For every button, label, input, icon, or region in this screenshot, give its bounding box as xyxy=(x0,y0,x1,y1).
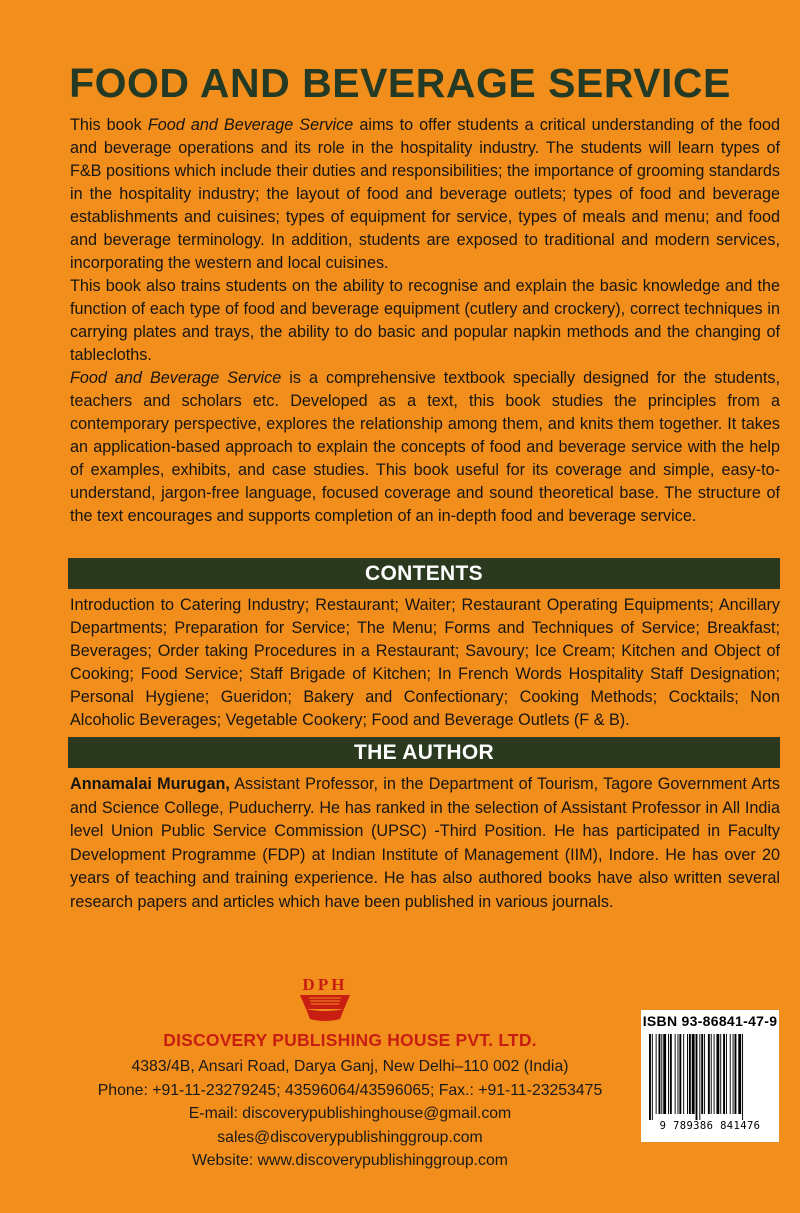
book-title-italic-2: Food and Beverage Service xyxy=(70,369,282,387)
para1-body: aims to offer students a critical understanding of the food and beverage operations and its role in the hospitality industry. The students will learn types of F&B positions which include their duties and responsibilities; the importance of grooming standards in the hospitality industry; the layout of food and beverage outlets; types of food and beverage establishments and cuisines; types of equipment for service, types of meals and menu; and food and beverage terminology. In addition, students are exposed to traditional and modern services, incorporating the western and local cuisines. xyxy=(70,116,780,272)
barcode-bar xyxy=(730,1034,731,1114)
barcode-bar xyxy=(689,1034,691,1114)
contents-text: Introduction to Catering Industry; Restaurant; Waiter; Restaurant Operating Equipments; Ancillary Departments; Preparation for Service; The Menu; Forms and Techniques of Service; Breakfast; Beverages; Order taking Procedures in a Restaurant; Savoury; Ice Cream; Kitchen and Object of Cooking; Food Service; Staff Brigade of Kitchen; In French Words Hospitality Staff Designation; Personal Hygiene; Gueridon; Bakery and Confectionary; Cooking Methods; Cocktails; Non Alcoholic Beverages; Vegetable Cookery; Food and Beverage Outlets (F & B). xyxy=(70,596,780,729)
barcode-bar xyxy=(726,1034,727,1114)
author-heading: THE AUTHOR xyxy=(68,737,780,768)
publisher-name: DISCOVERY PUBLISHING HOUSE PVT. LTD. xyxy=(163,1030,537,1050)
barcode-bar xyxy=(659,1034,661,1114)
barcode-bar xyxy=(708,1034,710,1114)
logo-book-icon xyxy=(300,995,350,1009)
author-bio-text: Assistant Professor, in the Department of Tourism, Tagore Government Arts and Science College, Puducherry. He has ranked in the selection of Assistant Professor in All India level Union Public Service Commission (UPSC) -Third Position. He has participated in Faculty Development Programme (FDP) at Indian Institute of Management (IIM), Indore. He has over 20 years of teaching and training experience. He has also authored books have also written several research papers and articles which have been published in various journals. xyxy=(70,775,780,911)
isbn-label: ISBN 93-86841-47-9 xyxy=(642,1013,778,1029)
book-title: FOOD AND BEVERAGE SERVICE xyxy=(69,60,731,106)
barcode-bar xyxy=(649,1034,651,1120)
barcode-bar xyxy=(742,1034,743,1120)
para1-prefix: This book xyxy=(70,116,148,134)
publisher-address: 4383/4B, Ansari Road, Darya Ganj, New Delhi–110 002 (India) xyxy=(131,1058,569,1075)
barcode-bar xyxy=(663,1034,666,1114)
publisher-phone: Phone: +91-11-23279245; 43596064/43596065; Fax.: +91-11-23253475 xyxy=(97,1081,603,1099)
barcode-panel xyxy=(641,1010,779,1142)
logo-text: DPH xyxy=(302,975,348,994)
publisher-email[interactable]: E-mail: discoverypublishinghouse@gmail.com xyxy=(188,1105,512,1123)
barcode-bar xyxy=(668,1034,669,1114)
barcode-bar xyxy=(699,1034,700,1120)
barcode-bar xyxy=(723,1034,725,1114)
barcode-bar xyxy=(687,1034,688,1114)
barcode-bar xyxy=(670,1034,672,1114)
barcode-bar xyxy=(738,1034,741,1114)
author-bio xyxy=(70,773,780,914)
contents-list xyxy=(70,594,780,732)
barcode-bar xyxy=(679,1034,681,1114)
book-title-italic: Food and Beverage Service xyxy=(147,116,354,134)
para2-body: This book also trains students on the ability to recognise and explain the basic knowledge and the function of each type of food and beverage equipment (cutlery and crockery), correct techniques in carrying plates and trays, the ability to do basic and popular napkin methods and the changing of tablecloths. xyxy=(70,277,780,364)
barcode-bar xyxy=(692,1034,695,1114)
barcode-bar xyxy=(716,1034,719,1114)
barcode-bar xyxy=(711,1034,712,1114)
publisher-website[interactable]: Website: www.discoverypublishinggroup.com xyxy=(192,1152,508,1170)
para3-body: is a comprehensive textbook specially designed for the students, teachers and scholars etc. Developed as a text, this book studies the principles from a contemporary perspective, explores the relationship among them, and knits them together. It takes an application-based approach to explain the concepts of food and beverage service with the help of examples, exhibits, and case studies. This book useful for its coverage and simple, easy-to-understand, jargon-free language, focused coverage and sound theoretical base. The structure of the text encourages and supports completion of an in-depth food and beverage service. xyxy=(70,369,780,525)
barcode-bar xyxy=(735,1034,737,1114)
barcode-bar xyxy=(696,1034,698,1120)
description-paragraph-3 xyxy=(70,367,780,528)
barcode-bar xyxy=(683,1034,684,1114)
barcode-bar xyxy=(652,1034,653,1120)
publisher-email-sales[interactable]: sales@discoverypublishinggroup.com xyxy=(217,1128,483,1146)
barcode-bar xyxy=(704,1034,705,1114)
publisher-logo xyxy=(290,973,360,1029)
author-name: Annamalai Murugan, xyxy=(70,775,230,793)
barcode-bar xyxy=(714,1034,715,1114)
barcode-bar xyxy=(733,1034,734,1114)
barcode-bar xyxy=(701,1034,703,1114)
logo-base-icon xyxy=(306,1009,344,1021)
barcode-bar xyxy=(675,1034,676,1114)
contents-heading: CONTENTS xyxy=(68,558,780,589)
description-paragraph-2 xyxy=(70,275,780,367)
barcode-bar xyxy=(720,1034,721,1114)
barcode-digits: 9 789386 841476 xyxy=(659,1120,761,1132)
publisher-info xyxy=(80,1030,620,1173)
barcode-bar xyxy=(678,1034,679,1114)
barcode-image xyxy=(649,1034,771,1120)
barcode-bar xyxy=(661,1034,662,1114)
description-paragraph-1 xyxy=(70,114,780,275)
barcode-bar xyxy=(656,1034,657,1114)
